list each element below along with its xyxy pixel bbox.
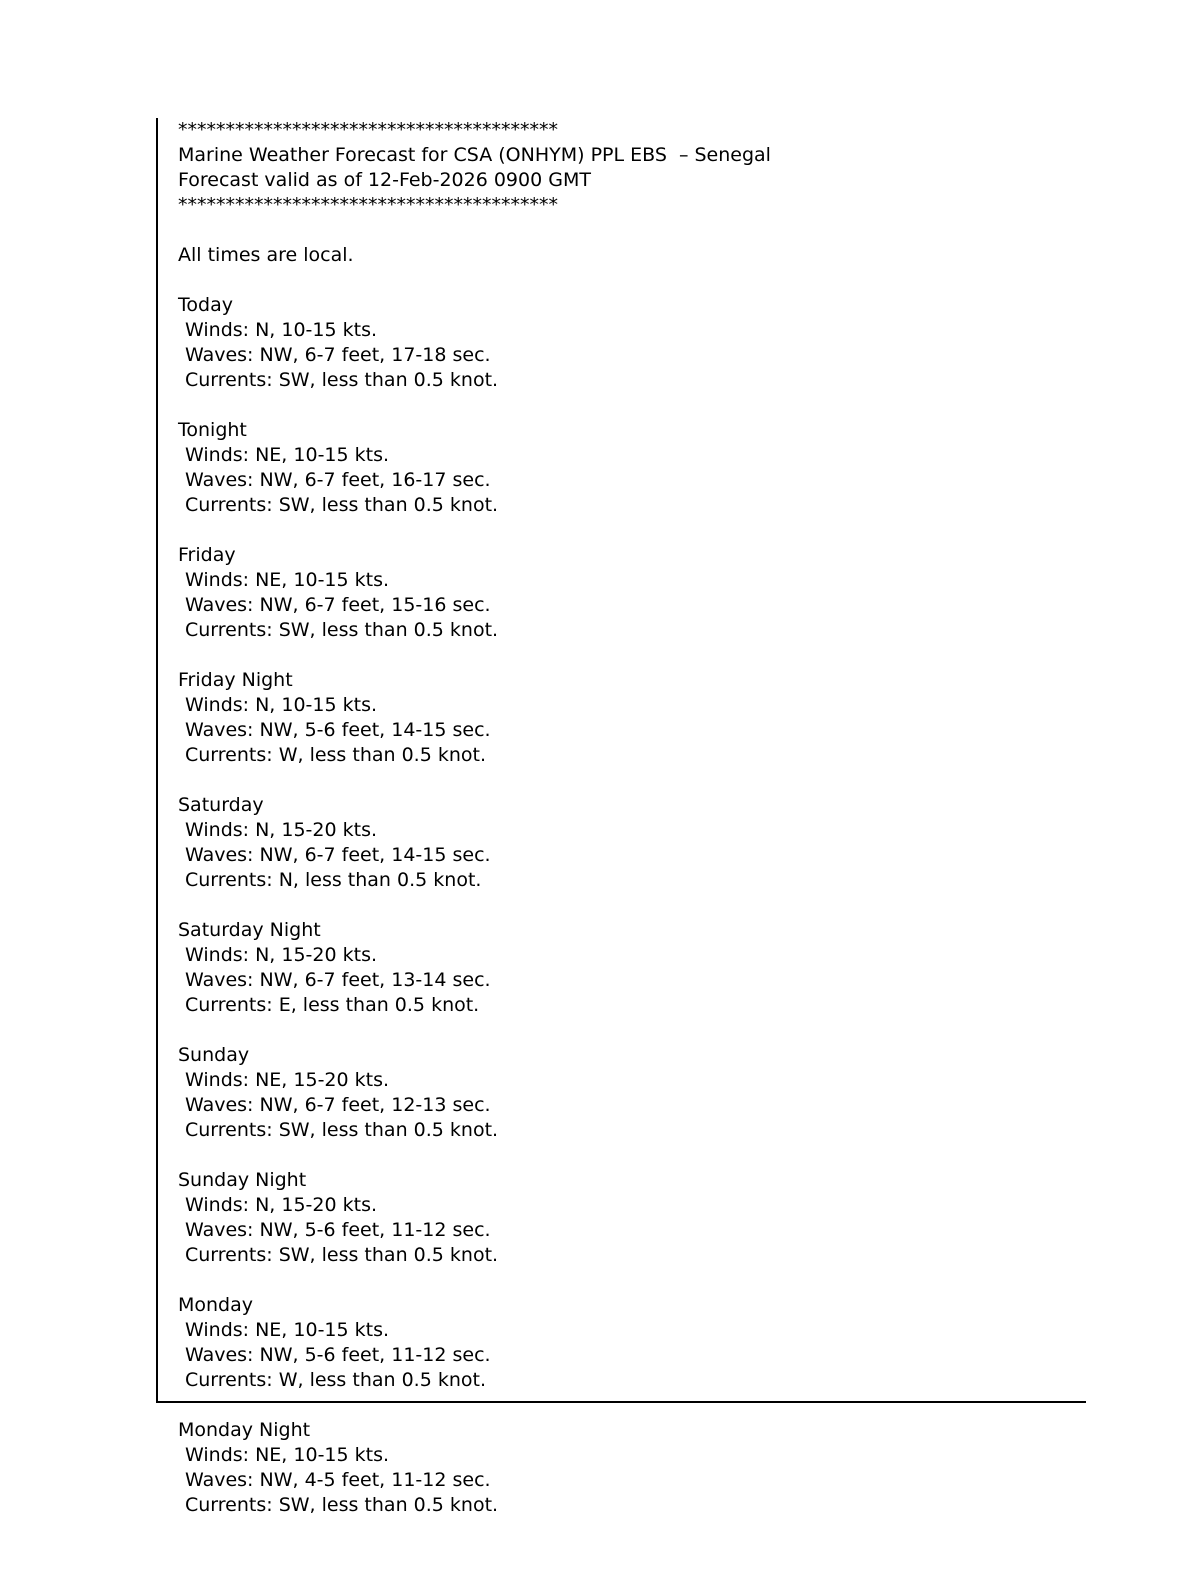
forecast-period-monday xyxy=(178,1293,1086,1393)
period-winds: Winds: N, 10-15 kts. xyxy=(185,319,378,341)
forecast-period-sunday xyxy=(178,1043,1086,1143)
period-winds: Winds: N, 15-20 kts. xyxy=(185,944,378,966)
period-name: Sunday xyxy=(178,1044,250,1066)
period-waves: Waves: NW, 6-7 feet, 12-13 sec. xyxy=(185,1094,491,1116)
forecast-period-friday-night xyxy=(178,668,1086,768)
period-waves: Waves: NW, 6-7 feet, 15-16 sec. xyxy=(185,594,491,616)
period-winds: Winds: NE, 15-20 kts. xyxy=(185,1069,390,1091)
forecast-valid-line: Forecast valid as of 12-Feb-2026 0900 GMT xyxy=(178,169,591,191)
period-currents: Currents: SW, less than 0.5 knot. xyxy=(185,1119,499,1141)
period-currents: Currents: E, less than 0.5 knot. xyxy=(185,994,480,1016)
period-waves: Waves: NW, 6-7 feet, 14-15 sec. xyxy=(185,844,491,866)
period-winds: Winds: N, 10-15 kts. xyxy=(185,694,378,716)
forecast-period-saturday-night xyxy=(178,918,1086,1018)
separator-bottom: **************************************** xyxy=(178,194,558,216)
period-waves: Waves: NW, 5-6 feet, 11-12 sec. xyxy=(185,1344,491,1366)
period-winds: Winds: NE, 10-15 kts. xyxy=(185,569,390,591)
period-currents: Currents: SW, less than 0.5 knot. xyxy=(185,1494,499,1516)
period-name: Friday xyxy=(178,544,236,566)
period-name: Monday Night xyxy=(178,1419,311,1441)
separator-top: **************************************** xyxy=(178,119,558,141)
period-currents: Currents: W, less than 0.5 knot. xyxy=(185,1369,487,1391)
period-winds: Winds: NE, 10-15 kts. xyxy=(185,1319,390,1341)
forecast-text-frame xyxy=(156,118,1086,1403)
period-winds: Winds: N, 15-20 kts. xyxy=(185,819,378,841)
period-currents: Currents: SW, less than 0.5 knot. xyxy=(185,494,499,516)
period-name: Monday xyxy=(178,1294,254,1316)
period-currents: Currents: W, less than 0.5 knot. xyxy=(185,744,487,766)
document-title: Marine Weather Forecast for CSA (ONHYM) PPL EBS – Senegal xyxy=(178,144,771,166)
period-currents: Currents: N, less than 0.5 knot. xyxy=(185,869,482,891)
times-note-block xyxy=(178,243,1086,268)
period-waves: Waves: NW, 6-7 feet, 17-18 sec. xyxy=(185,344,491,366)
forecast-period-saturday xyxy=(178,793,1086,893)
period-name: Friday Night xyxy=(178,669,293,691)
forecast-period-today xyxy=(178,293,1086,393)
period-waves: Waves: NW, 6-7 feet, 16-17 sec. xyxy=(185,469,491,491)
period-name: Tonight xyxy=(178,419,247,441)
period-waves: Waves: NW, 6-7 feet, 13-14 sec. xyxy=(185,969,491,991)
period-currents: Currents: SW, less than 0.5 knot. xyxy=(185,619,499,641)
period-waves: Waves: NW, 5-6 feet, 11-12 sec. xyxy=(185,1219,491,1241)
period-currents: Currents: SW, less than 0.5 knot. xyxy=(185,1244,499,1266)
period-winds: Winds: NE, 10-15 kts. xyxy=(185,1444,390,1466)
period-winds: Winds: NE, 10-15 kts. xyxy=(185,444,390,466)
period-name: Saturday xyxy=(178,794,264,816)
period-waves: Waves: NW, 5-6 feet, 14-15 sec. xyxy=(185,719,491,741)
forecast-period-sunday-night xyxy=(178,1168,1086,1268)
times-note: All times are local. xyxy=(178,244,354,266)
forecast-period-tonight xyxy=(178,418,1086,518)
forecast-period-friday xyxy=(178,543,1086,643)
period-name: Saturday Night xyxy=(178,919,321,941)
period-winds: Winds: N, 15-20 kts. xyxy=(185,1194,378,1216)
period-waves: Waves: NW, 4-5 feet, 11-12 sec. xyxy=(185,1469,491,1491)
period-name: Sunday Night xyxy=(178,1169,307,1191)
forecast-period-monday-night xyxy=(178,1418,1200,1518)
period-currents: Currents: SW, less than 0.5 knot. xyxy=(185,369,499,391)
period-name: Today xyxy=(178,294,233,316)
